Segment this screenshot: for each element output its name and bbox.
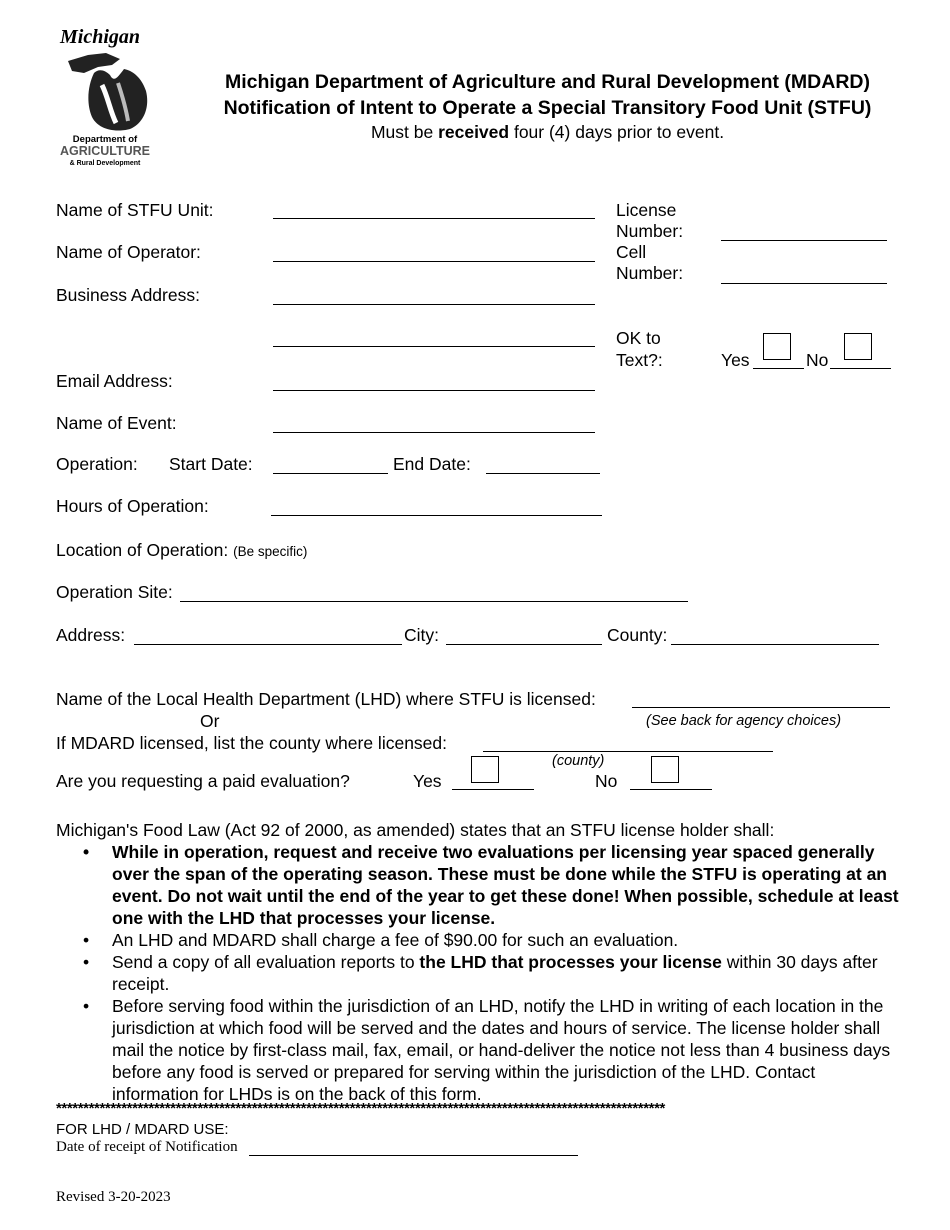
form-title-line1: Michigan Department of Agriculture and Rural Development (MDARD) xyxy=(225,71,870,93)
form-subtitle xyxy=(170,122,925,143)
city-field[interactable] xyxy=(446,644,602,645)
text-yes-line xyxy=(753,368,804,369)
text-yes-label: Yes xyxy=(721,350,750,370)
location-label-text: Location of Operation: xyxy=(56,540,229,560)
paid-evaluation-question-label: Are you requesting a paid evaluation? xyxy=(56,771,350,791)
stfu-name-field[interactable] xyxy=(273,218,595,219)
rule-reports-pre: Send a copy of all evaluation reports to xyxy=(112,952,420,972)
end-date-field[interactable] xyxy=(486,473,600,474)
form-title-line2: Notification of Intent to Operate a Special Transitory Food Unit (STFU) xyxy=(223,97,872,119)
cell-number-label-2: Number: xyxy=(616,263,684,283)
rule-reports-post: within 30 days after receipt. xyxy=(112,952,878,994)
business-address-field-2[interactable] xyxy=(273,346,595,347)
license-number-field[interactable] xyxy=(721,240,887,241)
operator-name-field[interactable] xyxy=(273,261,595,262)
subtitle-post: four (4) days prior to event. xyxy=(509,122,725,142)
ok-to-text-label-1: OK to xyxy=(616,328,661,348)
business-address-field-1[interactable] xyxy=(273,304,595,305)
see-back-note: (See back for agency choices) xyxy=(646,713,842,729)
paid-eval-yes-line xyxy=(452,789,534,790)
end-date-label: End Date: xyxy=(393,454,471,474)
text-no-line xyxy=(830,368,891,369)
email-address-label: Email Address: xyxy=(56,371,173,391)
separator-stars: **************************************************************************************************************** xyxy=(56,1100,665,1117)
lhd-question-label: Name of the Local Health Department (LHD) where STFU is licensed: xyxy=(56,689,596,709)
license-number-label-1: License xyxy=(616,200,677,220)
lhd-name-field[interactable] xyxy=(632,707,890,708)
text-no-checkbox[interactable] xyxy=(844,333,872,360)
paid-eval-yes-checkbox[interactable] xyxy=(471,756,499,783)
logo-rural-text: & Rural Development xyxy=(69,160,141,167)
address-field[interactable] xyxy=(134,644,402,645)
operator-name-label: Name of Operator: xyxy=(56,242,201,262)
rule-reports-bold: the LHD that processes your license xyxy=(419,952,722,972)
date-of-receipt-label: Date of receipt of Notification xyxy=(56,1139,238,1155)
paid-eval-yes-label: Yes xyxy=(413,771,442,791)
mdard-county-question-label: If MDARD licensed, list the county where licensed: xyxy=(56,733,447,753)
paid-eval-no-label: No xyxy=(595,771,618,791)
subtitle-received: received xyxy=(438,122,510,142)
hours-of-operation-label: Hours of Operation: xyxy=(56,496,209,516)
paid-eval-no-line xyxy=(630,789,712,790)
stfu-name-label: Name of STFU Unit: xyxy=(56,200,214,220)
county-label: County: xyxy=(607,625,668,645)
business-address-label: Business Address: xyxy=(56,285,200,305)
rule-item-evaluations: • While in operation, request and receive two evaluations per licensing year spaced generally over the span of the operating season. These must be done while the STFU is operating at an event. Do not wait until the end of the year to get these done! When possible, schedule at least one with the LHD that processes your license. xyxy=(56,841,906,929)
revised-date: Revised 3-20-2023 xyxy=(56,1189,171,1205)
subtitle-pre: Must be xyxy=(370,122,439,142)
mdard-county-field[interactable] xyxy=(483,751,773,752)
hours-of-operation-field[interactable] xyxy=(271,515,602,516)
date-of-receipt-field[interactable] xyxy=(249,1155,578,1156)
rule-item-notify: • Before serving food within the jurisdiction of an LHD, notify the LHD in writing of each location in the jurisdiction at which food will be served and the dates and hours of service. The license holder shall mail the notice by first-class mail, fax, email, or hand-deliver the notice not less than 4 business days before any food is served or prepared for serving within the jurisdiction of the LHD. Contact information for LHDs is on the back of this form. xyxy=(56,995,906,1105)
county-field[interactable] xyxy=(671,644,879,645)
event-name-label: Name of Event: xyxy=(56,413,177,433)
start-date-field[interactable] xyxy=(273,473,388,474)
logo-dept-text: Department of xyxy=(72,134,138,145)
or-label: Or xyxy=(200,711,220,731)
ok-to-text-label-2: Text?: xyxy=(616,350,663,370)
operation-site-field[interactable] xyxy=(180,601,688,602)
paid-eval-no-checkbox[interactable] xyxy=(651,756,679,783)
for-lhd-mdard-use-label: FOR LHD / MDARD USE: xyxy=(56,1121,229,1138)
rules-list xyxy=(56,841,906,1105)
operation-site-label: Operation Site: xyxy=(56,582,173,602)
logo-michigan-text: Michigan xyxy=(60,26,141,48)
rule-item-reports xyxy=(56,951,906,995)
city-label: City: xyxy=(404,625,439,645)
start-date-label: Start Date: xyxy=(169,454,253,474)
location-of-operation-label xyxy=(56,540,307,561)
text-yes-checkbox[interactable] xyxy=(763,333,791,360)
logo-agriculture-text: AGRICULTURE xyxy=(59,144,151,158)
operation-label: Operation: xyxy=(56,454,138,474)
rule-item-fee: • An LHD and MDARD shall charge a fee of $90.00 for such an evaluation. xyxy=(56,929,906,951)
event-name-field[interactable] xyxy=(273,432,595,433)
license-number-label-2: Number: xyxy=(616,221,684,241)
county-note: (county) xyxy=(552,753,605,769)
cell-number-label-1: Cell xyxy=(616,242,647,262)
cell-number-field[interactable] xyxy=(721,283,887,284)
address-label: Address: xyxy=(56,625,126,645)
email-address-field[interactable] xyxy=(273,390,595,391)
be-specific-note: (Be specific) xyxy=(233,544,308,559)
mdard-logo xyxy=(58,25,153,170)
food-law-rules xyxy=(56,819,906,1105)
rules-intro: Michigan's Food Law (Act 92 of 2000, as amended) states that an STFU license holder shall: xyxy=(56,820,775,840)
text-no-label: No xyxy=(806,350,829,370)
